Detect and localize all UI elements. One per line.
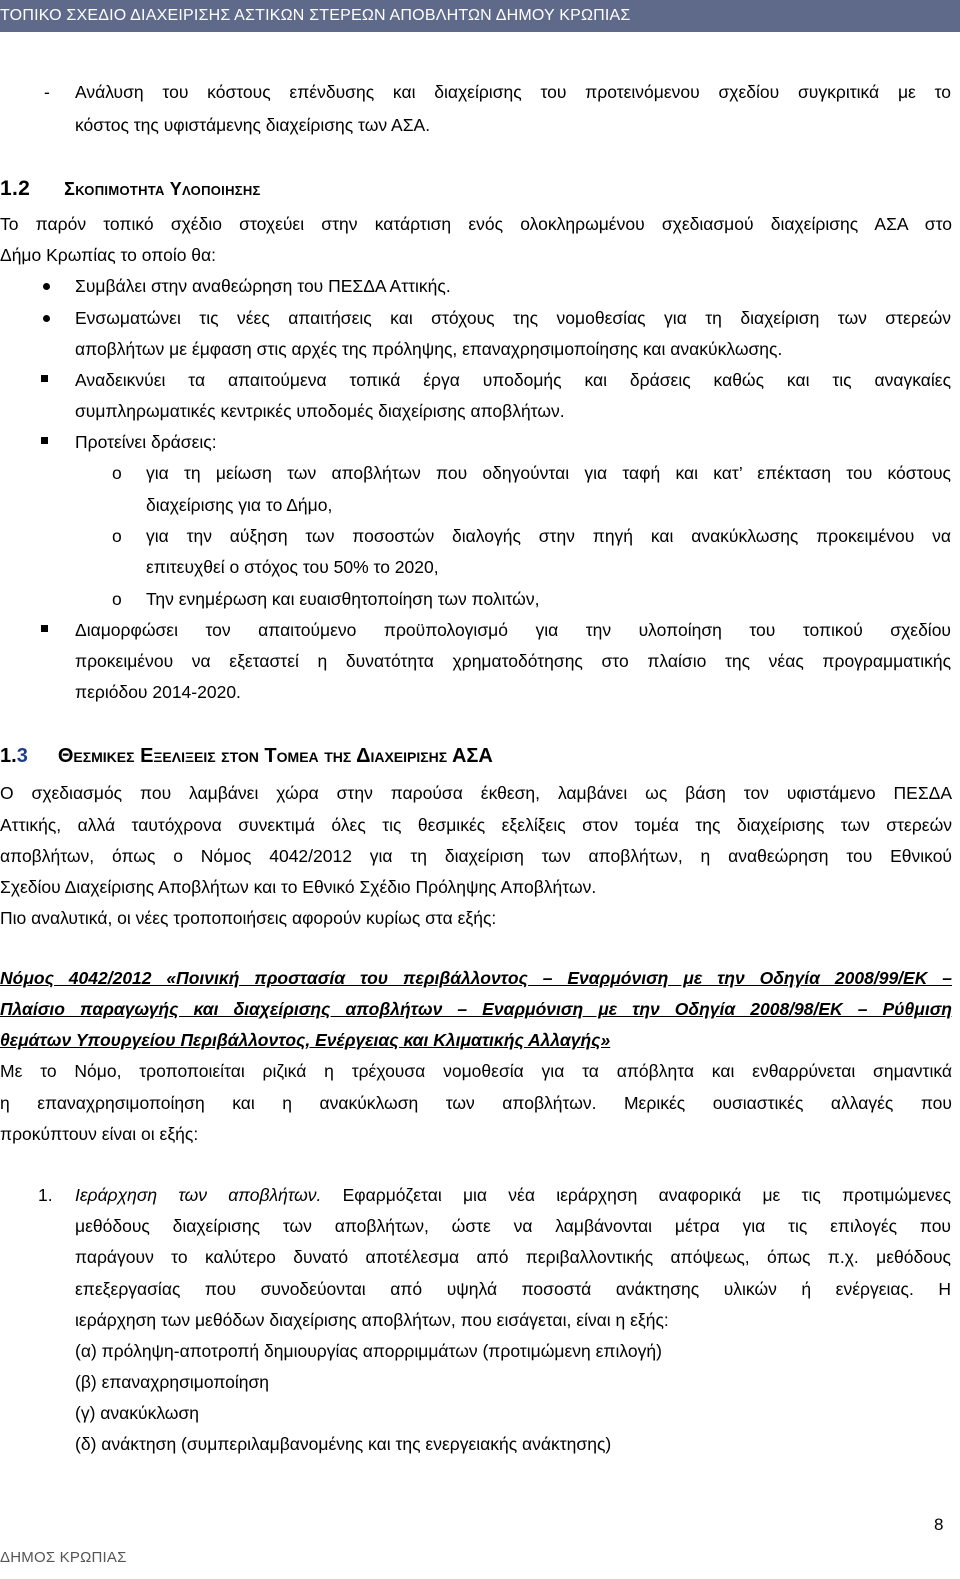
intro-line: Ανάλυση του κόστους επένδυσης και διαχείρισης του προτεινόμενου σχεδίου συγκριτικά με το: [75, 82, 951, 102]
list-item: επεξεργασίας που συνοδεύονται από υψηλά ποσοστά ανάκτησης υλικών ή ενέργειας. Η: [75, 1279, 951, 1299]
list-item: [75, 1184, 951, 1206]
sub-item: Την ενημέρωση και ευαισθητοποίηση των πολιτών,: [146, 589, 540, 609]
page-number: 8: [934, 1515, 944, 1534]
sub-item: επιτευχθεί ο στόχος του 50% το 2020,: [146, 557, 439, 577]
square-bullet-item: προκειμένου να εξεταστεί η δυνατότητα χρηματοδότησης στο πλαίσιο της νέας προγραμματικής: [75, 651, 951, 671]
hierarchy-item: (α) πρόληψη-αποτροπή δημιουργίας απορριμμάτων (προτιμώμενη επιλογή): [75, 1341, 662, 1361]
law-title: Πλαίσιο παραγωγής και διαχείρισης αποβλήτων – Εναρμόνιση με την Οδηγία 2008/98/ΕΚ – Ρύθμιση: [0, 999, 952, 1019]
paragraph-line: η επαναχρησιμοποίηση και η ανακύκλωση των αποβλήτων. Μερικές ουσιαστικές αλλαγές που: [0, 1093, 952, 1113]
hierarchy-item: (δ) ανάκτηση (συμπεριλαμβανομένης και της ενεργειακής ανάκτησης): [75, 1434, 612, 1454]
intro-line: κόστος της υφιστάμενης διαχείρισης των ΑΣΑ.: [75, 115, 431, 135]
law-title: θεμάτων Υπουργείου Περιβάλλοντος, Ενέργειας και Κλιματικής Αλλαγής»: [0, 1030, 611, 1050]
bullet-dot-icon: [43, 283, 50, 290]
section-number-prefix: 1.: [0, 745, 17, 767]
sub-item: για την αύξηση των ποσοστών διαλογής στην πηγή και ανακύκλωσης προκειμένου να: [146, 526, 951, 546]
paragraph-line: Αττικής, αλλά ταυτόχρονα συνεκτιμά όλες τις θεσμικές εξελίξεις στον τομέα της διαχείρισης των στερεών: [0, 815, 952, 835]
list-item: μεθόδους διαχείρισης των αποβλήτων, ώστε να λαμβάνονται μέτρα για τις επιλογές που: [75, 1216, 951, 1236]
section-title: Θεσμικες Εξελιξεις στον Τομεα της Διαχειρισης ΑΣΑ: [57, 745, 493, 767]
paragraph-line: Με το Νόμο, τροποποιείται ριζικά η τρέχουσα νομοθεσία για τα απόβλητα και ενθαρρύνεται σημαντικά: [0, 1061, 952, 1081]
square-bullet-icon: [41, 375, 48, 382]
square-bullet-icon: [41, 625, 48, 632]
square-bullet-item: Προτείνει δράσεις:: [75, 432, 217, 452]
o-marker: o: [112, 463, 122, 483]
paragraph-line: Ο σχεδιασμός που λαμβάνει χώρα στην παρούσα έκθεση, λαμβάνει ως βάση τον υφιστάμενο ΠΕΣΔΑ: [0, 783, 952, 803]
paragraph-line: προκύπτουν είναι οι εξής:: [0, 1124, 199, 1144]
hierarchy-item: (γ) ανακύκλωση: [75, 1403, 200, 1423]
list-number: 1.: [38, 1185, 53, 1205]
bullet-dot-icon: [43, 315, 50, 322]
section-title: Σκοπιμοτητα Υλοποιησης: [64, 179, 261, 199]
list-item-italic: Ιεράρχηση των αποβλήτων.: [75, 1185, 322, 1205]
sub-item: διαχείρισης για το Δήμο,: [146, 495, 333, 515]
paragraph-line: αποβλήτων, όπως ο Νόμος 4042/2012 για τη διαχείριση των αποβλήτων, η αναθεώρηση του Εθνικού: [0, 846, 952, 866]
square-bullet-item: περιόδου 2014-2020.: [75, 682, 241, 702]
paragraph-line: Δήμο Κρωπίας το οποίο θα:: [0, 245, 217, 265]
square-bullet-item: Διαμορφώσει τον απαιτούμενο προϋπολογισμό για την υλοποίηση του τοπικού σχεδίου: [75, 620, 951, 640]
list-item: παράγουν το καλύτερο δυνατό αποτέλεσμα από περιβαλλοντικής απόψεως, όπως π.χ. μεθόδους: [75, 1247, 951, 1267]
bullet-item: αποβλήτων με έμφαση στις αρχές της πρόληψης, επαναχρησιμοποίησης και ανακύκλωσης.: [75, 339, 783, 359]
hierarchy-item: (β) επαναχρησιμοποίηση: [75, 1372, 270, 1392]
square-bullet-icon: [41, 437, 48, 444]
bullet-item: Ενσωματώνει τις νέες απαιτήσεις και στόχους της νομοθεσίας για τη διαχείριση των στερεών: [75, 308, 951, 328]
dash-marker: -: [44, 82, 50, 102]
paragraph-line: Σχεδίου Διαχείρισης Αποβλήτων και το Εθνικό Σχέδιο Πρόληψης Αποβλήτων.: [0, 877, 597, 897]
square-bullet-item: συμπληρωματικές κεντρικές υποδομές διαχείρισης αποβλήτων.: [75, 401, 565, 421]
section-number-suffix: 3: [16, 745, 28, 767]
footer-municipality: ΔΗΜΟΣ ΚΡΩΠΙΑΣ: [0, 1549, 127, 1566]
section-number-prefix: 1.: [0, 177, 19, 200]
list-item-text: Εφαρμόζεται μια νέα ιεράρχηση αναφορικά με τις προτιμώμενες: [321, 1185, 951, 1205]
square-bullet-item: Αναδεικνύει τα απαιτούμενα τοπικά έργα υποδομής και δράσεις καθώς και τις αναγκαίες: [75, 370, 951, 390]
header-title: ΤΟΠΙΚΟ ΣΧΕΔΙΟ ΔΙΑΧΕΙΡΙΣΗΣ ΑΣΤΙΚΩΝ ΣΤΕΡΕΩΝ ΑΠΟΒΛΗΤΩΝ ΔΗΜΟΥ ΚΡΩΠΙΑΣ: [0, 7, 631, 24]
section-1-3-heading: [0, 745, 493, 767]
paragraph-line: Το παρόν τοπικό σχέδιο στοχεύει στην κατάρτιση ενός ολοκληρωμένου σχεδιασμού διαχείρισης ΑΣΑ στο: [0, 214, 952, 234]
law-title: Νόμος 4042/2012 «Ποινική προστασία του περιβάλλοντος – Εναρμόνιση με την Οδηγία 2008/99/ΕΚ –: [0, 968, 952, 988]
section-1-2-heading: [0, 178, 261, 200]
sub-item: για τη μείωση των αποβλήτων που οδηγούνται για ταφή και κατ’ επέκταση του κόστους: [146, 463, 951, 483]
o-marker: o: [112, 526, 122, 546]
paragraph-line: Πιο αναλυτικά, οι νέες τροποποιήσεις αφορούν κυρίως στα εξής:: [0, 908, 497, 928]
list-item: ιεράρχηση των μεθόδων διαχείρισης αποβλήτων, που εισάγεται, είναι η εξής:: [75, 1310, 669, 1330]
o-marker: o: [112, 589, 122, 609]
bullet-item: Συμβάλει στην αναθεώρηση του ΠΕΣΔΑ Αττικής.: [75, 276, 451, 296]
section-number-suffix: 2: [18, 177, 31, 200]
